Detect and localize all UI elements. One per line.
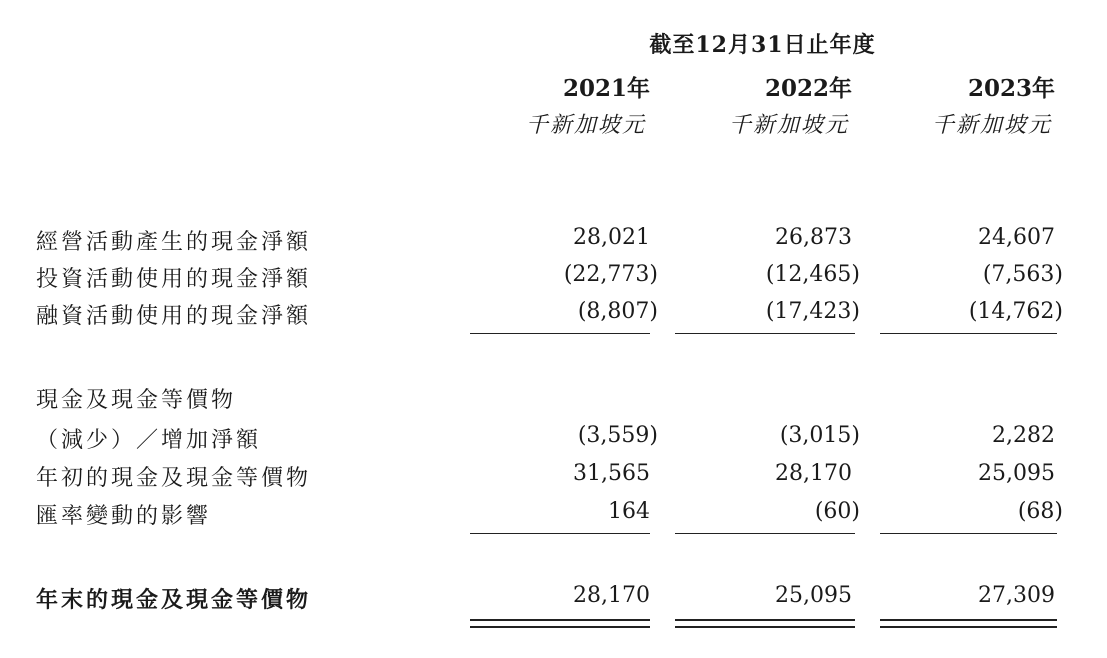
subtotal-rule	[675, 533, 855, 534]
total-rule-upper	[675, 619, 855, 621]
column-unit-2023: 千新加坡元	[931, 113, 1052, 138]
cell-value: (12,465)	[765, 262, 860, 287]
cell-value: (3,015)	[779, 423, 860, 448]
total-rule-upper	[470, 619, 650, 621]
cell-value-total: 27,309	[978, 583, 1055, 608]
column-year-2023: 2023年	[967, 75, 1055, 102]
row-label-ending-cash: 年末的現金及現金等價物	[36, 587, 312, 613]
column-year-2022: 2022年	[764, 75, 852, 102]
row-label-operating-cash: 經營活動產生的現金淨額	[36, 230, 312, 255]
row-label-investing-cash: 投資活動使用的現金淨額	[36, 267, 312, 292]
cell-value: (22,773)	[563, 262, 658, 287]
cell-value: (17,423)	[765, 299, 860, 324]
column-unit-2021: 千新加坡元	[525, 113, 646, 138]
row-label-fx-effect: 匯率變動的影響	[36, 504, 212, 529]
cell-value: 24,607	[978, 225, 1055, 250]
cell-value: (8,807)	[577, 299, 658, 324]
cell-value: 28,021	[573, 225, 650, 250]
row-label-cash-equivalents: 現金及現金等價物	[36, 388, 237, 413]
cell-value: 2,282	[992, 423, 1055, 448]
subtotal-rule	[470, 533, 650, 534]
subtotal-rule	[675, 333, 855, 334]
total-rule-lower	[470, 626, 650, 628]
column-unit-2022: 千新加坡元	[728, 113, 849, 138]
total-rule-lower	[880, 626, 1057, 628]
cell-value: 28,170	[775, 461, 852, 486]
cell-value-total: 28,170	[573, 583, 650, 608]
cell-value: 25,095	[978, 461, 1055, 486]
row-label-net-change: （減少）／增加淨額	[36, 428, 262, 453]
cell-value-total: 25,095	[775, 583, 852, 608]
column-year-2021: 2021年	[562, 75, 650, 102]
cell-value: 164	[608, 499, 650, 524]
total-rule-upper	[880, 619, 1057, 621]
cell-value: 26,873	[775, 225, 852, 250]
subtotal-rule	[470, 333, 650, 334]
total-rule-lower	[675, 626, 855, 628]
cell-value: (3,559)	[577, 423, 658, 448]
cell-value: 31,565	[573, 461, 650, 486]
cell-value: (68)	[1017, 499, 1063, 524]
row-label-beginning-cash: 年初的現金及現金等價物	[36, 466, 312, 491]
period-header: 截至12月31日止年度	[649, 32, 876, 58]
subtotal-rule	[880, 533, 1057, 534]
row-label-financing-cash: 融資活動使用的現金淨額	[36, 304, 312, 329]
subtotal-rule	[880, 333, 1057, 334]
cell-value: (7,563)	[982, 262, 1063, 287]
cell-value: (14,762)	[968, 299, 1063, 324]
cell-value: (60)	[814, 499, 860, 524]
